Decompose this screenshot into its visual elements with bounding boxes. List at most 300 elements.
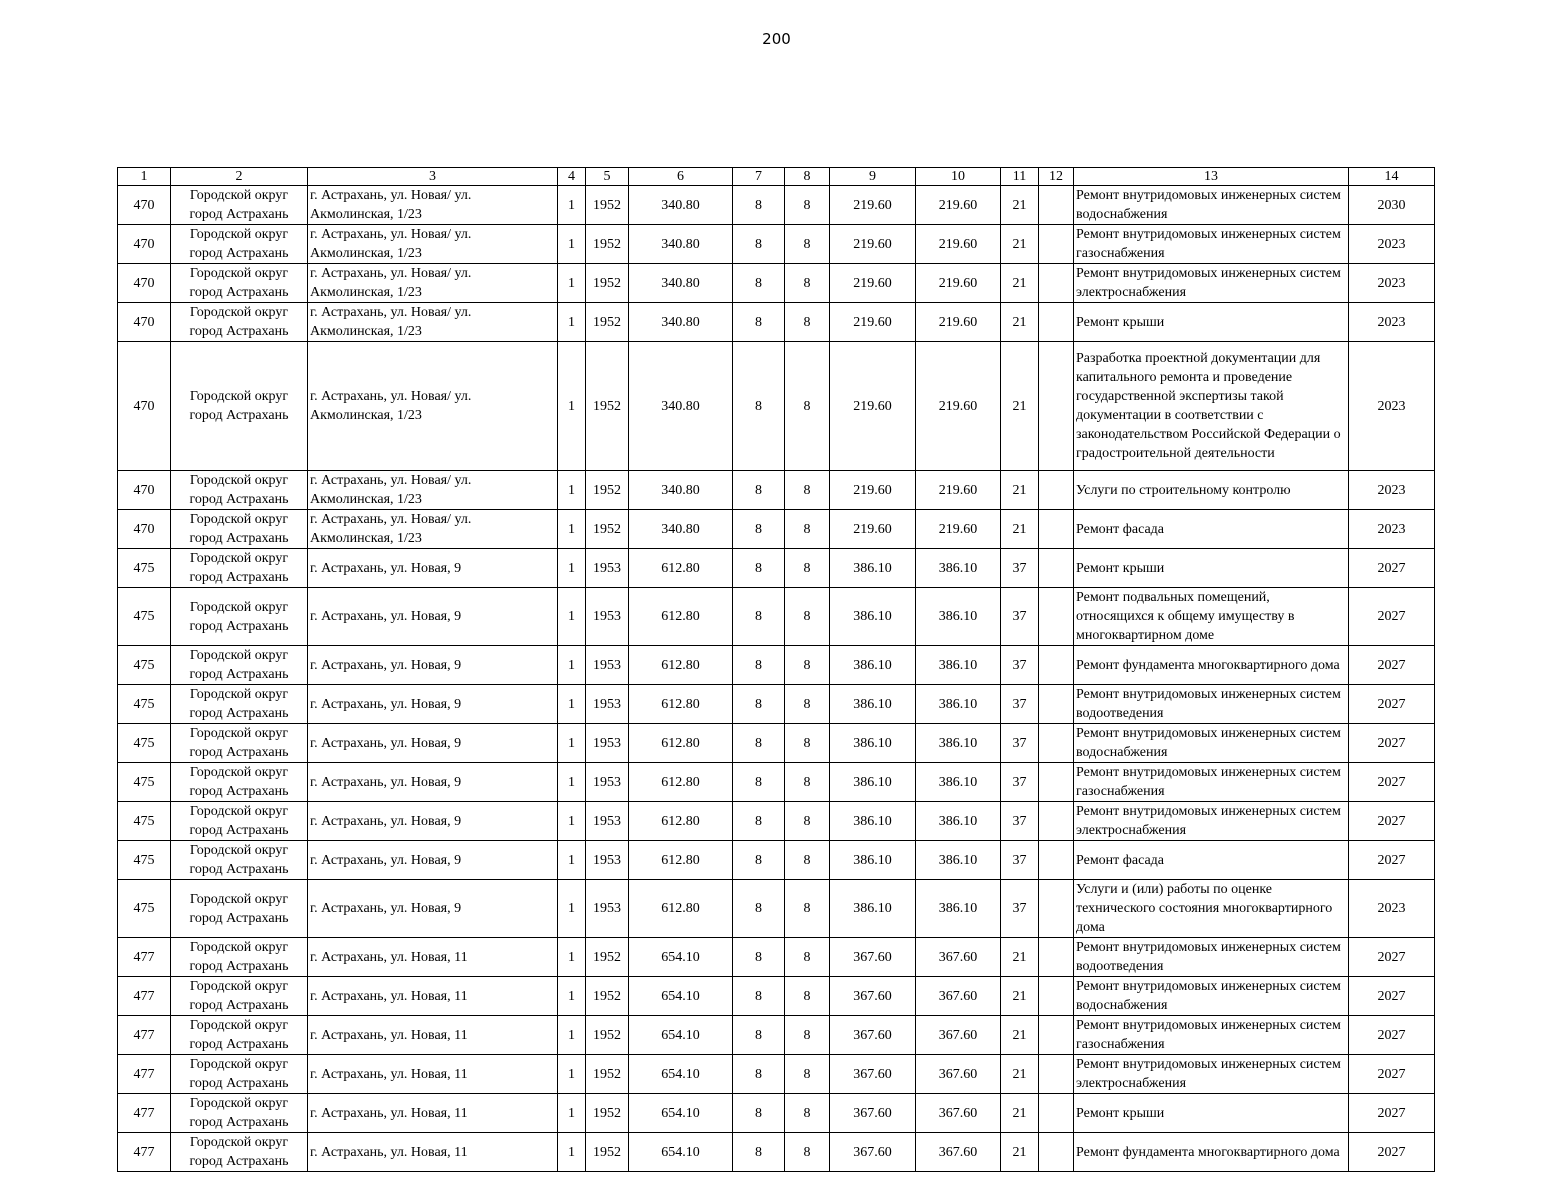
column-9-cell: 386.10 [830, 880, 916, 938]
address-cell: г. Астрахань, ул. Новая/ ул. Акмолинская, 1/23 [308, 510, 558, 549]
planned-year-cell: 2027 [1349, 549, 1435, 588]
address-cell: г. Астрахань, ул. Новая/ ул. Акмолинская, 1/23 [308, 303, 558, 342]
total-area-cell: 654.10 [629, 938, 733, 977]
column-9-cell: 219.60 [830, 510, 916, 549]
column-11-cell: 37 [1001, 724, 1039, 763]
column-8-cell: 8 [785, 1094, 830, 1133]
column-11-cell: 21 [1001, 510, 1039, 549]
column-12-cell [1039, 1055, 1074, 1094]
row-number-cell: 470 [118, 342, 171, 471]
work-type-cell: Ремонт подвальных помещений, относящихся к общему имуществу в многоквартирном доме [1074, 588, 1349, 646]
address-cell: г. Астрахань, ул. Новая, 9 [308, 763, 558, 802]
column-header-1: 1 [118, 168, 171, 186]
municipality-cell: Городской округ город Астрахань [171, 1133, 308, 1172]
municipality-cell: Городской округ город Астрахань [171, 646, 308, 685]
total-area-cell: 654.10 [629, 1133, 733, 1172]
column-9-cell: 219.60 [830, 225, 916, 264]
column-11-cell: 37 [1001, 802, 1039, 841]
work-type-cell: Услуги и (или) работы по оценке технического состояния многоквартирного дома [1074, 880, 1349, 938]
column-8-cell: 8 [785, 342, 830, 471]
column-12-cell [1039, 1133, 1074, 1172]
planned-year-cell: 2027 [1349, 1133, 1435, 1172]
municipality-cell: Городской округ город Астрахань [171, 264, 308, 303]
column-11-cell: 21 [1001, 225, 1039, 264]
table-row [118, 802, 1435, 841]
column-10-cell: 386.10 [916, 588, 1001, 646]
column-10-cell: 367.60 [916, 1094, 1001, 1133]
column-9-cell: 386.10 [830, 588, 916, 646]
row-number-cell: 477 [118, 1133, 171, 1172]
planned-year-cell: 2027 [1349, 763, 1435, 802]
municipality-cell: Городской округ город Астрахань [171, 880, 308, 938]
column-12-cell [1039, 264, 1074, 303]
column-10-cell: 386.10 [916, 802, 1001, 841]
column-11-cell: 21 [1001, 1016, 1039, 1055]
column-12-cell [1039, 938, 1074, 977]
column-4-cell: 1 [558, 1016, 586, 1055]
column-7-cell: 8 [733, 685, 785, 724]
column-11-cell: 21 [1001, 938, 1039, 977]
work-type-cell: Ремонт внутридомовых инженерных систем газоснабжения [1074, 1016, 1349, 1055]
total-area-cell: 612.80 [629, 880, 733, 938]
column-10-cell: 219.60 [916, 303, 1001, 342]
column-12-cell [1039, 471, 1074, 510]
column-10-cell: 386.10 [916, 880, 1001, 938]
total-area-cell: 612.80 [629, 588, 733, 646]
column-header-3: 3 [308, 168, 558, 186]
work-type-cell: Ремонт внутридомовых инженерных систем газоснабжения [1074, 225, 1349, 264]
column-4-cell: 1 [558, 510, 586, 549]
table-row [118, 510, 1435, 549]
column-4-cell: 1 [558, 1133, 586, 1172]
row-number-cell: 477 [118, 977, 171, 1016]
table-row [118, 938, 1435, 977]
address-cell: г. Астрахань, ул. Новая, 9 [308, 802, 558, 841]
column-10-cell: 219.60 [916, 342, 1001, 471]
column-4-cell: 1 [558, 724, 586, 763]
table-row [118, 977, 1435, 1016]
address-cell: г. Астрахань, ул. Новая, 11 [308, 1016, 558, 1055]
address-cell: г. Астрахань, ул. Новая, 9 [308, 685, 558, 724]
planned-year-cell: 2027 [1349, 1094, 1435, 1133]
column-12-cell [1039, 841, 1074, 880]
work-type-cell: Ремонт крыши [1074, 1094, 1349, 1133]
row-number-cell: 475 [118, 802, 171, 841]
column-9-cell: 386.10 [830, 549, 916, 588]
column-8-cell: 8 [785, 938, 830, 977]
column-header-11: 11 [1001, 168, 1039, 186]
column-10-cell: 367.60 [916, 938, 1001, 977]
column-7-cell: 8 [733, 549, 785, 588]
planned-year-cell: 2027 [1349, 802, 1435, 841]
column-8-cell: 8 [785, 510, 830, 549]
column-12-cell [1039, 802, 1074, 841]
column-4-cell: 1 [558, 977, 586, 1016]
column-4-cell: 1 [558, 264, 586, 303]
work-type-cell: Ремонт крыши [1074, 303, 1349, 342]
column-header-6: 6 [629, 168, 733, 186]
planned-year-cell: 2023 [1349, 342, 1435, 471]
row-number-cell: 477 [118, 1094, 171, 1133]
column-7-cell: 8 [733, 342, 785, 471]
municipality-cell: Городской округ город Астрахань [171, 763, 308, 802]
column-7-cell: 8 [733, 186, 785, 225]
column-7-cell: 8 [733, 724, 785, 763]
work-type-cell: Ремонт внутридомовых инженерных систем газоснабжения [1074, 763, 1349, 802]
year-built-cell: 1952 [586, 1016, 629, 1055]
column-4-cell: 1 [558, 841, 586, 880]
total-area-cell: 612.80 [629, 685, 733, 724]
row-number-cell: 475 [118, 763, 171, 802]
column-4-cell: 1 [558, 303, 586, 342]
column-8-cell: 8 [785, 186, 830, 225]
year-built-cell: 1952 [586, 225, 629, 264]
work-type-cell: Ремонт внутридомовых инженерных систем электроснабжения [1074, 264, 1349, 303]
address-cell: г. Астрахань, ул. Новая, 9 [308, 588, 558, 646]
column-9-cell: 386.10 [830, 841, 916, 880]
column-7-cell: 8 [733, 588, 785, 646]
column-12-cell [1039, 880, 1074, 938]
column-8-cell: 8 [785, 841, 830, 880]
municipality-cell: Городской округ город Астрахань [171, 342, 308, 471]
column-4-cell: 1 [558, 225, 586, 264]
column-header-2: 2 [171, 168, 308, 186]
address-cell: г. Астрахань, ул. Новая, 9 [308, 646, 558, 685]
column-7-cell: 8 [733, 225, 785, 264]
address-cell: г. Астрахань, ул. Новая/ ул. Акмолинская, 1/23 [308, 225, 558, 264]
column-4-cell: 1 [558, 685, 586, 724]
column-10-cell: 219.60 [916, 264, 1001, 303]
column-8-cell: 8 [785, 646, 830, 685]
column-9-cell: 367.60 [830, 1016, 916, 1055]
column-9-cell: 219.60 [830, 342, 916, 471]
column-header-14: 14 [1349, 168, 1435, 186]
work-type-cell: Ремонт внутридомовых инженерных систем водоснабжения [1074, 977, 1349, 1016]
municipality-cell: Городской округ город Астрахань [171, 471, 308, 510]
column-8-cell: 8 [785, 763, 830, 802]
column-4-cell: 1 [558, 880, 586, 938]
table-row [118, 880, 1435, 938]
address-cell: г. Астрахань, ул. Новая, 9 [308, 724, 558, 763]
column-9-cell: 386.10 [830, 802, 916, 841]
column-9-cell: 219.60 [830, 303, 916, 342]
municipality-cell: Городской округ город Астрахань [171, 510, 308, 549]
planned-year-cell: 2030 [1349, 186, 1435, 225]
work-type-cell: Ремонт внутридомовых инженерных систем водоснабжения [1074, 724, 1349, 763]
column-7-cell: 8 [733, 938, 785, 977]
table-row [118, 225, 1435, 264]
column-10-cell: 219.60 [916, 225, 1001, 264]
row-number-cell: 477 [118, 1016, 171, 1055]
column-12-cell [1039, 763, 1074, 802]
work-type-cell: Ремонт внутридомовых инженерных систем водоотведения [1074, 938, 1349, 977]
address-cell: г. Астрахань, ул. Новая, 11 [308, 938, 558, 977]
planned-year-cell: 2027 [1349, 1055, 1435, 1094]
column-4-cell: 1 [558, 588, 586, 646]
column-7-cell: 8 [733, 841, 785, 880]
total-area-cell: 654.10 [629, 1016, 733, 1055]
row-number-cell: 470 [118, 510, 171, 549]
table-body [118, 186, 1435, 1172]
year-built-cell: 1952 [586, 186, 629, 225]
column-7-cell: 8 [733, 646, 785, 685]
column-10-cell: 386.10 [916, 685, 1001, 724]
column-8-cell: 8 [785, 549, 830, 588]
total-area-cell: 654.10 [629, 977, 733, 1016]
column-4-cell: 1 [558, 938, 586, 977]
column-7-cell: 8 [733, 763, 785, 802]
work-type-cell: Ремонт фасада [1074, 841, 1349, 880]
column-12-cell [1039, 1016, 1074, 1055]
work-type-cell: Услуги по строительному контролю [1074, 471, 1349, 510]
column-8-cell: 8 [785, 1133, 830, 1172]
column-7-cell: 8 [733, 1094, 785, 1133]
column-12-cell [1039, 685, 1074, 724]
row-number-cell: 475 [118, 549, 171, 588]
column-12-cell [1039, 549, 1074, 588]
municipality-cell: Городской округ город Астрахань [171, 1016, 308, 1055]
repair-program-table [117, 167, 1435, 1172]
column-11-cell: 21 [1001, 264, 1039, 303]
column-8-cell: 8 [785, 977, 830, 1016]
column-12-cell [1039, 1094, 1074, 1133]
table-row [118, 1133, 1435, 1172]
year-built-cell: 1952 [586, 977, 629, 1016]
work-type-cell: Ремонт фасада [1074, 510, 1349, 549]
column-11-cell: 37 [1001, 763, 1039, 802]
row-number-cell: 470 [118, 264, 171, 303]
year-built-cell: 1952 [586, 938, 629, 977]
planned-year-cell: 2023 [1349, 303, 1435, 342]
table-row [118, 186, 1435, 225]
year-built-cell: 1952 [586, 471, 629, 510]
column-8-cell: 8 [785, 303, 830, 342]
year-built-cell: 1952 [586, 1055, 629, 1094]
municipality-cell: Городской округ город Астрахань [171, 588, 308, 646]
year-built-cell: 1952 [586, 303, 629, 342]
planned-year-cell: 2027 [1349, 646, 1435, 685]
column-11-cell: 37 [1001, 588, 1039, 646]
column-4-cell: 1 [558, 342, 586, 471]
column-10-cell: 386.10 [916, 549, 1001, 588]
total-area-cell: 612.80 [629, 549, 733, 588]
column-10-cell: 386.10 [916, 763, 1001, 802]
table-row [118, 1016, 1435, 1055]
row-number-cell: 477 [118, 1055, 171, 1094]
column-12-cell [1039, 342, 1074, 471]
year-built-cell: 1953 [586, 802, 629, 841]
column-12-cell [1039, 510, 1074, 549]
total-area-cell: 612.80 [629, 724, 733, 763]
work-type-cell: Ремонт внутридомовых инженерных систем водоотведения [1074, 685, 1349, 724]
column-7-cell: 8 [733, 1133, 785, 1172]
row-number-cell: 470 [118, 471, 171, 510]
planned-year-cell: 2027 [1349, 685, 1435, 724]
year-built-cell: 1953 [586, 685, 629, 724]
work-type-cell: Ремонт крыши [1074, 549, 1349, 588]
column-header-7: 7 [733, 168, 785, 186]
planned-year-cell: 2027 [1349, 724, 1435, 763]
column-4-cell: 1 [558, 646, 586, 685]
header-row [118, 168, 1435, 186]
total-area-cell: 612.80 [629, 763, 733, 802]
column-8-cell: 8 [785, 685, 830, 724]
column-7-cell: 8 [733, 510, 785, 549]
row-number-cell: 477 [118, 938, 171, 977]
address-cell: г. Астрахань, ул. Новая/ ул. Акмолинская, 1/23 [308, 264, 558, 303]
row-number-cell: 475 [118, 588, 171, 646]
column-8-cell: 8 [785, 1016, 830, 1055]
planned-year-cell: 2027 [1349, 841, 1435, 880]
column-10-cell: 367.60 [916, 1055, 1001, 1094]
year-built-cell: 1953 [586, 588, 629, 646]
column-11-cell: 37 [1001, 880, 1039, 938]
planned-year-cell: 2023 [1349, 510, 1435, 549]
column-11-cell: 21 [1001, 303, 1039, 342]
year-built-cell: 1953 [586, 646, 629, 685]
column-9-cell: 386.10 [830, 646, 916, 685]
column-11-cell: 21 [1001, 186, 1039, 225]
column-header-13: 13 [1074, 168, 1349, 186]
column-9-cell: 219.60 [830, 186, 916, 225]
column-9-cell: 219.60 [830, 264, 916, 303]
row-number-cell: 475 [118, 646, 171, 685]
year-built-cell: 1953 [586, 763, 629, 802]
column-9-cell: 367.60 [830, 1133, 916, 1172]
column-9-cell: 367.60 [830, 977, 916, 1016]
address-cell: г. Астрахань, ул. Новая, 11 [308, 1094, 558, 1133]
column-7-cell: 8 [733, 1055, 785, 1094]
column-header-8: 8 [785, 168, 830, 186]
row-number-cell: 475 [118, 841, 171, 880]
municipality-cell: Городской округ город Астрахань [171, 841, 308, 880]
column-12-cell [1039, 225, 1074, 264]
municipality-cell: Городской округ город Астрахань [171, 685, 308, 724]
column-7-cell: 8 [733, 264, 785, 303]
planned-year-cell: 2027 [1349, 938, 1435, 977]
column-4-cell: 1 [558, 549, 586, 588]
total-area-cell: 654.10 [629, 1094, 733, 1133]
table-row [118, 646, 1435, 685]
column-header-12: 12 [1039, 168, 1074, 186]
planned-year-cell: 2023 [1349, 471, 1435, 510]
column-10-cell: 367.60 [916, 1016, 1001, 1055]
work-type-cell: Ремонт фундамента многоквартирного дома [1074, 1133, 1349, 1172]
column-12-cell [1039, 646, 1074, 685]
work-type-cell: Разработка проектной документации для капитального ремонта и проведение государственной экспертизы такой документации в соответствии с законодательством Российской Федерации о градостроительной деятельности [1074, 342, 1349, 471]
column-8-cell: 8 [785, 880, 830, 938]
column-7-cell: 8 [733, 802, 785, 841]
total-area-cell: 612.80 [629, 646, 733, 685]
year-built-cell: 1952 [586, 510, 629, 549]
table-row [118, 471, 1435, 510]
table-row [118, 1055, 1435, 1094]
column-11-cell: 21 [1001, 1055, 1039, 1094]
column-10-cell: 386.10 [916, 646, 1001, 685]
column-7-cell: 8 [733, 977, 785, 1016]
total-area-cell: 340.80 [629, 510, 733, 549]
municipality-cell: Городской округ город Астрахань [171, 802, 308, 841]
column-4-cell: 1 [558, 471, 586, 510]
planned-year-cell: 2027 [1349, 588, 1435, 646]
total-area-cell: 654.10 [629, 1055, 733, 1094]
column-header-9: 9 [830, 168, 916, 186]
municipality-cell: Городской округ город Астрахань [171, 303, 308, 342]
table-row [118, 303, 1435, 342]
planned-year-cell: 2027 [1349, 1016, 1435, 1055]
work-type-cell: Ремонт фундамента многоквартирного дома [1074, 646, 1349, 685]
column-8-cell: 8 [785, 471, 830, 510]
year-built-cell: 1952 [586, 264, 629, 303]
municipality-cell: Городской округ город Астрахань [171, 186, 308, 225]
address-cell: г. Астрахань, ул. Новая/ ул. Акмолинская, 1/23 [308, 342, 558, 471]
column-4-cell: 1 [558, 802, 586, 841]
column-4-cell: 1 [558, 186, 586, 225]
total-area-cell: 612.80 [629, 841, 733, 880]
municipality-cell: Городской округ город Астрахань [171, 1094, 308, 1133]
column-header-5: 5 [586, 168, 629, 186]
column-11-cell: 21 [1001, 1133, 1039, 1172]
column-11-cell: 37 [1001, 841, 1039, 880]
table-row [118, 588, 1435, 646]
address-cell: г. Астрахань, ул. Новая, 9 [308, 841, 558, 880]
column-12-cell [1039, 588, 1074, 646]
column-10-cell: 386.10 [916, 724, 1001, 763]
page-number: 200 [762, 30, 791, 48]
row-number-cell: 475 [118, 724, 171, 763]
table-row [118, 549, 1435, 588]
planned-year-cell: 2023 [1349, 880, 1435, 938]
column-4-cell: 1 [558, 1094, 586, 1133]
column-12-cell [1039, 303, 1074, 342]
year-built-cell: 1953 [586, 841, 629, 880]
column-10-cell: 219.60 [916, 471, 1001, 510]
address-cell: г. Астрахань, ул. Новая, 11 [308, 1055, 558, 1094]
table-row [118, 342, 1435, 471]
column-11-cell: 37 [1001, 685, 1039, 724]
column-12-cell [1039, 977, 1074, 1016]
column-8-cell: 8 [785, 225, 830, 264]
address-cell: г. Астрахань, ул. Новая, 11 [308, 1133, 558, 1172]
column-7-cell: 8 [733, 880, 785, 938]
table-row [118, 841, 1435, 880]
column-11-cell: 21 [1001, 342, 1039, 471]
column-header-10: 10 [916, 168, 1001, 186]
planned-year-cell: 2023 [1349, 264, 1435, 303]
column-9-cell: 386.10 [830, 685, 916, 724]
address-cell: г. Астрахань, ул. Новая, 11 [308, 977, 558, 1016]
column-8-cell: 8 [785, 724, 830, 763]
year-built-cell: 1952 [586, 342, 629, 471]
municipality-cell: Городской округ город Астрахань [171, 938, 308, 977]
municipality-cell: Городской округ город Астрахань [171, 225, 308, 264]
table-row [118, 1094, 1435, 1133]
work-type-cell: Ремонт внутридомовых инженерных систем электроснабжения [1074, 802, 1349, 841]
column-4-cell: 1 [558, 1055, 586, 1094]
column-7-cell: 8 [733, 303, 785, 342]
total-area-cell: 340.80 [629, 342, 733, 471]
column-9-cell: 386.10 [830, 724, 916, 763]
address-cell: г. Астрахань, ул. Новая, 9 [308, 880, 558, 938]
total-area-cell: 612.80 [629, 802, 733, 841]
column-8-cell: 8 [785, 802, 830, 841]
planned-year-cell: 2027 [1349, 977, 1435, 1016]
column-header-4: 4 [558, 168, 586, 186]
table-row [118, 724, 1435, 763]
column-10-cell: 367.60 [916, 1133, 1001, 1172]
year-built-cell: 1953 [586, 549, 629, 588]
municipality-cell: Городской округ город Астрахань [171, 549, 308, 588]
